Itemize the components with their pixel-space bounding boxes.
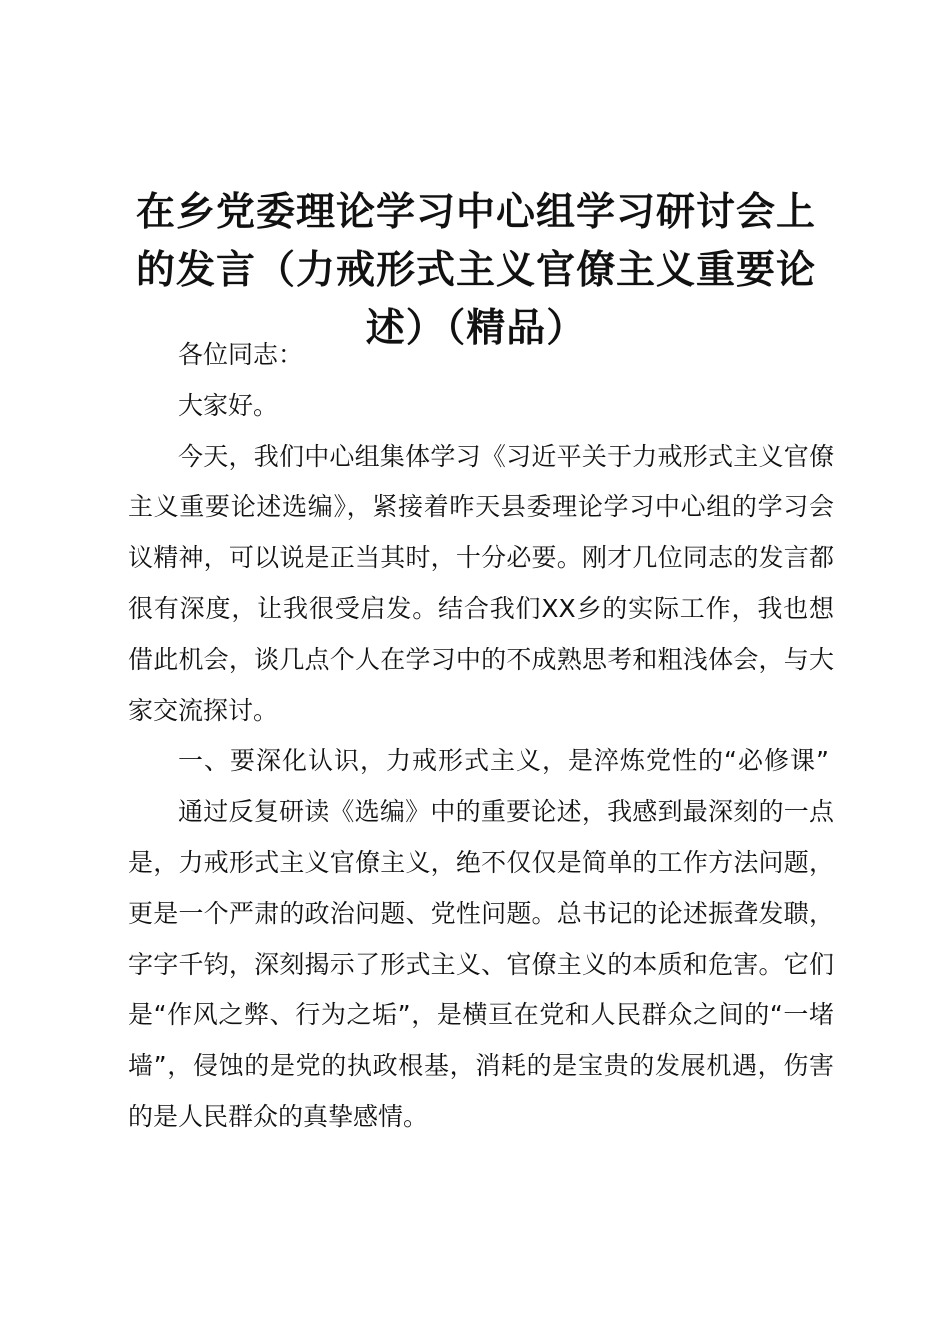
document-title: 在乡党委理论学习中心组学习研讨会上的发言（力戒形式主义官僚主义重要论述）（精品） [135, 190, 816, 351]
section-paragraph-1: 通过反复研读《选编》中的重要论述，我感到最深刻的一点是，力戒形式主义官僚主义，绝不仅仅是简单的工作方法问题，更是一个严肃的政治问题、党性问题。总书记的论述振聋发聩，字字千钧，深刻揭示了形式主义、官僚主义的本质和危害。它们是“作风之弊、行为之垢”，是横亘在党和人民群众之间的“一堵墙”，侵蚀的是党的执政根基，消耗的是宝贵的发展机遇，伤害的是人民群众的真挚感情。 [128, 797, 834, 1131]
section-heading-1: 一、要深化认识，力戒形式主义，是淬炼党性的“必修课” [178, 746, 830, 776]
intro-paragraph: 今天，我们中心组集体学习《习近平关于力戒形式主义官僚主义重要论述选编》，紧接着昨天县委理论学习中心组的学习会议精神，可以说是正当其时，十分必要。刚才几位同志的发言都很有深度，让我很受启发。结合我们XX乡的实际工作，我也想借此机会，谈几点个人在学习中的不成熟思考和粗浅体会，与大家交流探讨。 [128, 441, 834, 725]
greeting: 大家好。 [178, 390, 279, 420]
document-body [128, 330, 834, 1143]
salutation: 各位同志： [178, 340, 304, 369]
